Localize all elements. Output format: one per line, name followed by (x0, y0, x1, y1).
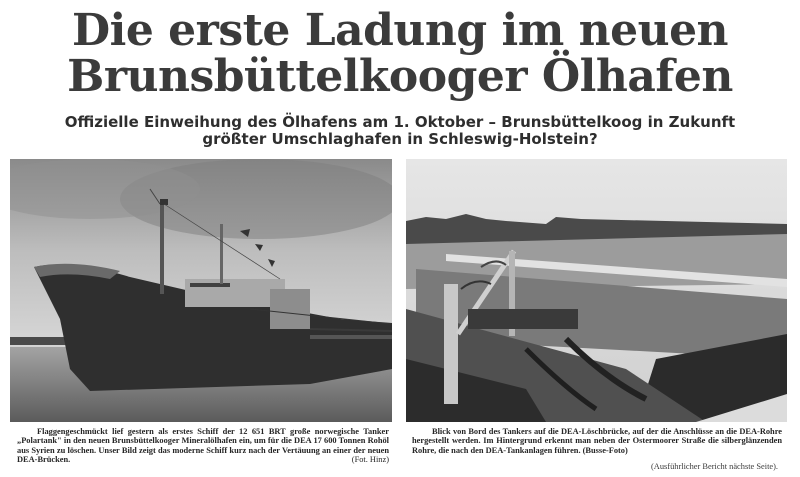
caption-right-text: Blick von Bord des Tankers auf die DEA-Löschbrücke, auf der die Anschlüsse an die DEA-Rohre hergestellt werden. Im Hintergrund erkennt man neben der Ostermoorer Straße die silberglänzenden Rohre, die nach den DEA-Tankanlagen führen. (412, 427, 782, 455)
tanker-ship-image (10, 159, 392, 422)
caption-left-text: Flaggengeschmückt lief gestern als erstes Schiff der 12 651 BRT große norwegische Tanker „Polartank" in den neuen Brunsbüttelkooger Mineralölhafen ein, um für die DEA 17 600 Tonnen Rohöl aus Syrien zu löschen. Unser Bild zeigt das moderne Schiff kurz nach der Vertäuung an einer der neuen DEA-Brücken. (17, 427, 389, 464)
headline-line-2: Brunsbüttelkooger Ölhafen (67, 51, 733, 102)
continuation-note: (Ausführlicher Bericht nächste Seite). (651, 462, 778, 471)
subheadline-line-2: größter Umschlaghafen in Schleswig-Holstein? (202, 130, 598, 148)
subheadline-line-1: Offizielle Einweihung des Ölhafens am 1. Oktober – Brunsbüttelkoog in Zukunft (64, 113, 736, 131)
photo-credit-right: (Busse-Foto) (582, 445, 628, 455)
photo-credit-left: (Fot. Hinz) (351, 454, 389, 464)
subheadline (0, 114, 800, 148)
headline (0, 5, 800, 102)
headline-line-1: Die erste Ladung im neuen (71, 5, 729, 56)
photo-tanker-ship (10, 159, 392, 422)
photo-dea-bridge (406, 159, 787, 422)
caption-right (412, 427, 782, 455)
dea-bridge-image (406, 159, 787, 422)
caption-left (17, 427, 389, 464)
